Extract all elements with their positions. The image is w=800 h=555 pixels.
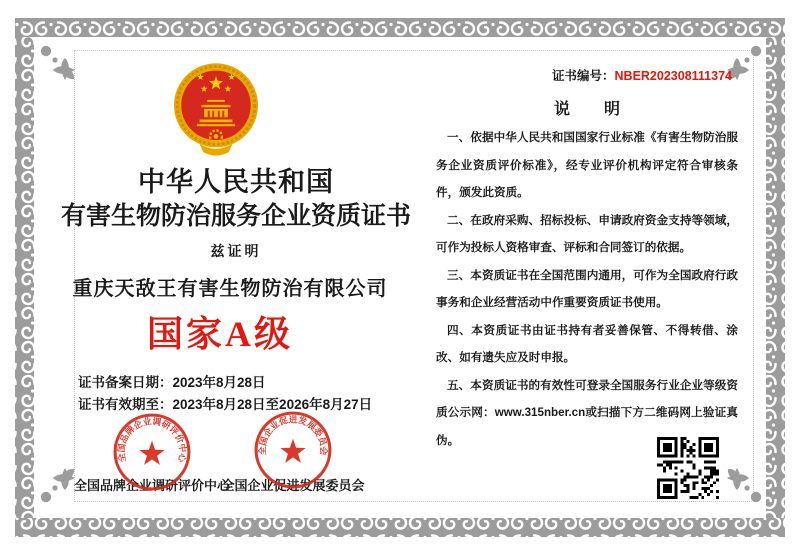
stamp-label-right: 全国企业促进发展委员会 (221, 478, 365, 493)
certificate-number-value: NBER202308111374 (614, 69, 732, 83)
national-emblem-icon (170, 56, 262, 162)
corner-flourish-icon (39, 44, 83, 88)
seal-ring-text: 全国企业促进发展委员会 (257, 414, 329, 456)
validity-date: 证书有效期至：2023年8月28日至2026年8月27日 (78, 397, 373, 412)
company-name: 重庆天敌王有害生物防治有限公司 (72, 278, 388, 300)
note-item: 四、本资质证书由证书持有者妥善保管、不得转借、涂改、如有遗失应及时申报。 (436, 323, 738, 364)
notes-block (436, 124, 738, 454)
seal-stamp-icon (252, 408, 334, 490)
note-item: 二、在政府采购、招标投标、申请政府资金支持等领域，可作为投标人资格审查、评标和合同签订的依据。 (436, 213, 738, 254)
qr-code (657, 437, 719, 499)
certificate-title: 有害生物防治服务企业资质证书 (60, 202, 411, 230)
notes-heading: 说明 (553, 101, 654, 118)
note-item: 五、本资质证书的有效性可登录全国服务行业企业等级资质公示网：www.315nber.cn或扫描下方二维码网上验证真伪。 (436, 378, 738, 447)
certificate-number (552, 66, 732, 84)
certify-text: 兹证明 (210, 243, 262, 259)
seal-stamp-icon (111, 410, 193, 492)
certificate-number-label: 证书编号： (552, 69, 615, 83)
note-item: 一、依据中华人民共和国国家行业标准《有害生物防治服务企业资质评价标准》，经专业评价机构评定符合审核条件，颁发此资质。 (436, 131, 738, 199)
stamp-label-left: 全国品牌企业调研评价中心 (73, 478, 230, 493)
note-item: 三、本资质证书在全国范围内通用，可作为全国政府行政事务和企业经营活动中作重要资质证书使用。 (436, 268, 738, 309)
corner-flourish-icon (719, 460, 763, 504)
seal-ring-text: 全国品牌企业调研评价中心 (116, 416, 188, 463)
filing-date: 证书备案日期：2023年8月28日 (78, 375, 266, 390)
country-title: 中华人民共和国 (138, 167, 334, 197)
grade-level: 国家A级 (147, 314, 293, 354)
